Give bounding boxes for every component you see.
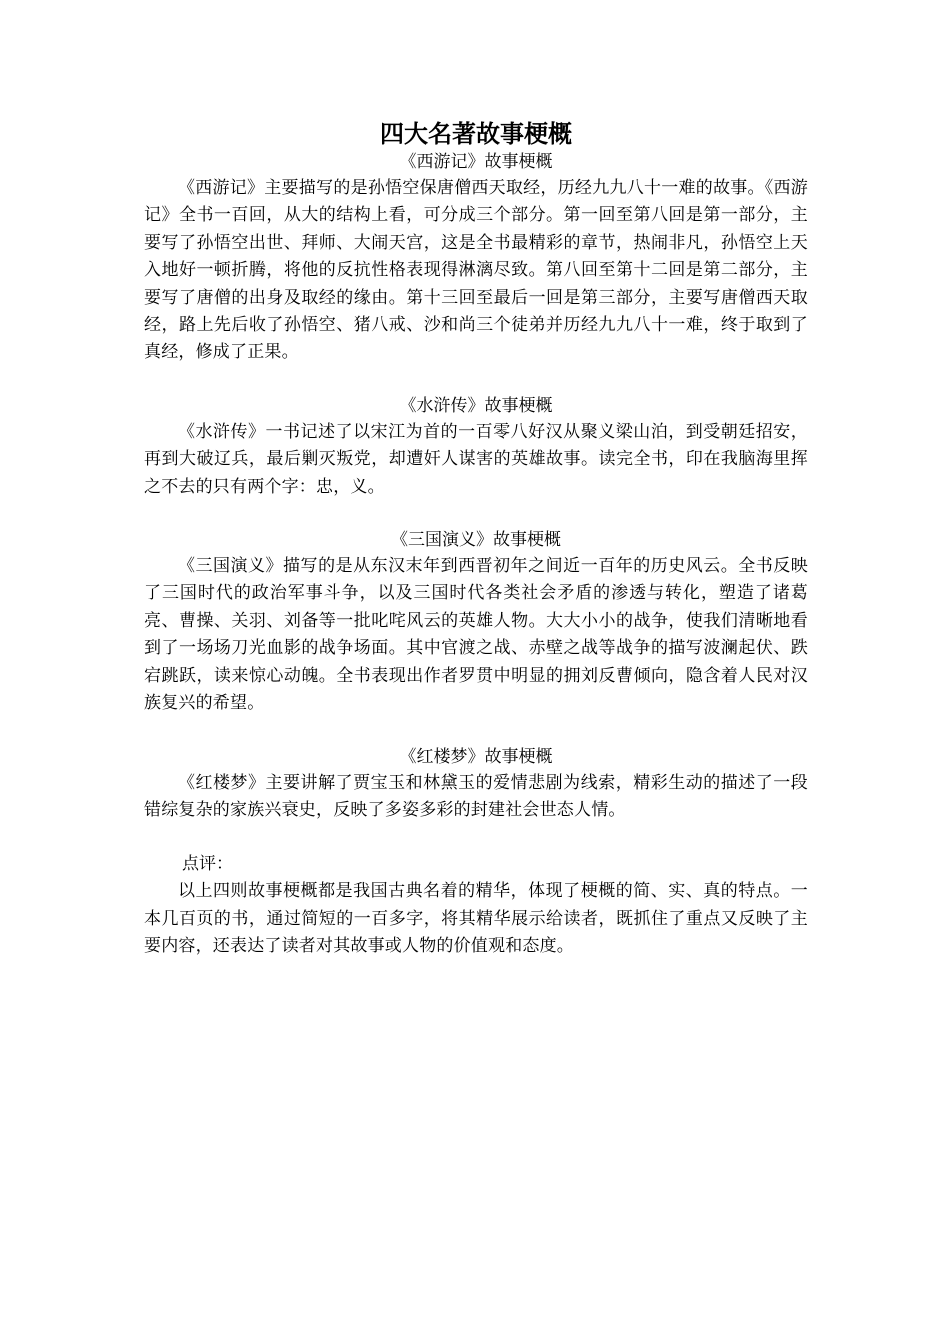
section-sanguoyanyi [144,528,808,717]
section-body: 《西游记》主要描写的是孙悟空保唐僧西天取经，历经九九八十一难的故事。《西游记》全书一百回，从大的结构上看，可分成三个部分。第一回至第八回是第一部分，主要写了孙悟空出世、拜师、大闹天宫，这是全书最精彩的章节，热闹非凡，孙悟空上天入地好一顿折腾，将他的反抗性格表现得淋漓尽致。第八回至第十二回是第二部分，主要写了唐僧的出身及取经的缘由。第十三回至最后一回是第三部分，主要写唐僧西天取经，路上先后收了孙悟空、猪八戒、沙和尚三个徒弟并历经九九八十一难，终于取到了真经，修成了正果。 [144,178,808,363]
section-body: 《三国演义》描写的是从东汉末年到西晋初年之间近一百年的历史风云。全书反映了三国时代的政治军事斗争，以及三国时代各类社会矛盾的渗透与转化，塑造了诸葛亮、曹操、关羽、刘备等一批叱咤风云的英雄人物。大大小小的战争，使我们清晰地看到了一场场刀光血影的战争场面。其中官渡之战、赤壁之战等战争的描写波澜起伏、跌宕跳跃，读来惊心动魄。全书表现出作者罗贯中明显的拥刘反曹倾向，隐含着人民对汉族复兴的希望。 [144,556,808,714]
section-xiyouji [144,150,808,367]
comment-label: 点评： [182,854,233,875]
paragraph-spacer [144,501,808,528]
section-heading: 《红楼梦》故事梗概 [399,746,553,767]
section-shuihuzhuan [144,394,808,501]
comment-body: 以上四则故事梗概都是我国古典名着的精华，体现了梗概的简、实、真的特点。一本几百页的书，通过简短的一百多字，将其精华展示给读者，既抓住了重点又反映了主要内容，还表达了读者对其故事或人物的价值观和态度。 [144,881,808,957]
section-heading: 《西游记》故事梗概 [399,152,553,172]
section-heading: 《三国演义》故事梗概 [391,530,561,551]
section-hongloumeng [144,745,808,825]
paragraph-spacer [144,824,808,851]
section-heading: 《水浒传》故事梗概 [399,395,553,416]
document-page [144,118,808,961]
paragraph-spacer [144,367,808,394]
section-body: 《红楼梦》主要讲解了贾宝玉和林黛玉的爱情悲剧为线索，精彩生动的描述了一段错综复杂的家族兴衰史，反映了多姿多彩的封建社会世态人情。 [144,772,808,820]
comment-section [144,851,808,960]
document-title: 四大名著故事梗概 [380,119,572,148]
section-body: 《水浒传》一书记述了以宋江为首的一百零八好汉从聚义梁山泊，到受朝廷招安，再到大破辽兵，最后剿灭叛党，却遭奸人谋害的英雄故事。读完全书，印在我脑海里挥之不去的只有两个字：忠，义。 [144,421,808,497]
paragraph-spacer [144,718,808,745]
